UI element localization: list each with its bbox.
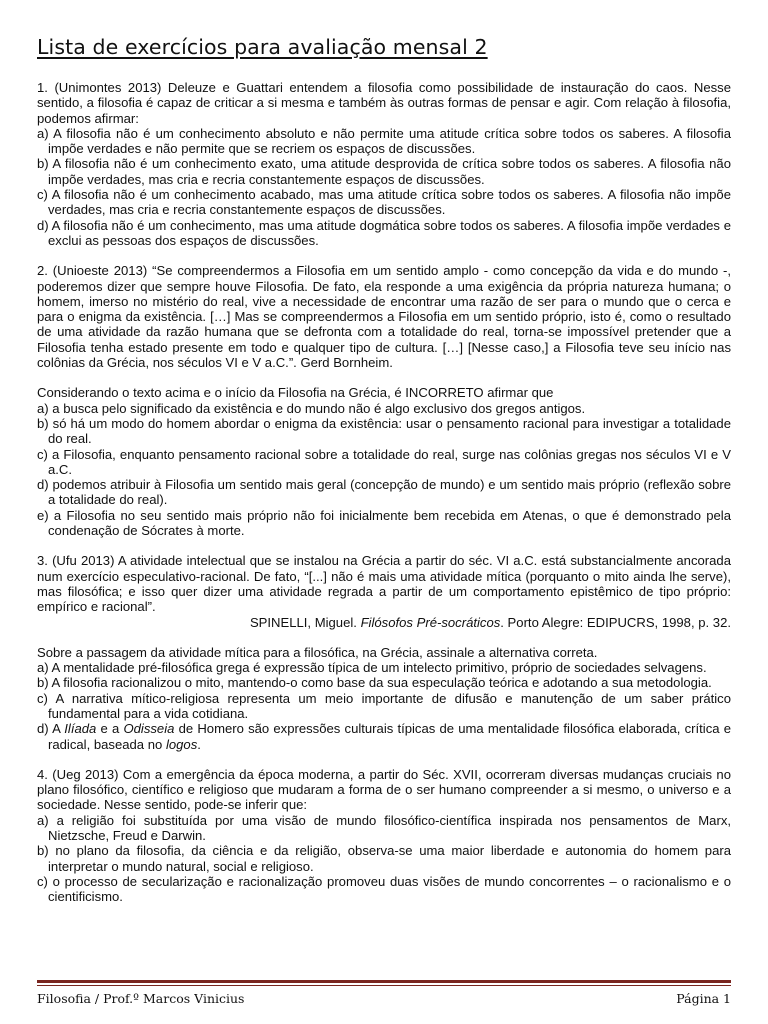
question-stem: 1. (Unimontes 2013) Deleuze e Guattari entendem a filosofia como possibilidade de instauração do caos. Nesse sentido, a filosofia é capaz de criticar a si mesma e também às outras formas de pensar e agir. Com relação à filosofia, podemos afirmar: — [37, 80, 731, 126]
option-c: c) o processo de secularização e racionalização promoveu duas visões de mundo concorrentes – o racionalismo e o cientificismo. — [37, 873, 731, 905]
question-3 — [37, 553, 731, 752]
option-d: d) A filosofia não é um conhecimento, mas uma atitude dogmática sobre todos os saberes. A filosofia impõe verdades e exclui as pessoas dos espaços de discussões. — [37, 217, 731, 248]
citation-author: SPINELLI, Miguel. — [249, 614, 361, 630]
option-a: a) A mentalidade pré-filosófica grega é expressão típica de um intelecto primitivo, próprio de sociedades selvagens. — [37, 660, 707, 676]
option-b: b) só há um modo do homem abordar o enigma da existência: usar o pensamento racional para investigar a totalidade do real. — [37, 415, 731, 447]
option-a: a) a religião foi substituída por uma visão de mundo filosófico-científica inspirada nos pensamentos de Marx, Nietzsche, Freud e Darwin. — [37, 812, 731, 844]
option-e: e) a Filosofia no seu sentido mais próprio não foi inicialmente bem recebida em Atenas, o que é demonstrado pela condenação de Sócrates à morte. — [37, 507, 731, 539]
footer-course: Filosofia / Prof.º Marcos Vinicius — [37, 991, 245, 1006]
option-a: a) a busca pelo significado da existência e do mundo não é algo exclusivo dos gregos antigos. — [37, 400, 586, 416]
option-b: b) A filosofia não é um conhecimento exato, uma atitude desprovida de crítica sobre todos os saberes. A filosofia não impõe verdades, mas cria e recria constantemente espaços de discussões. — [37, 156, 731, 187]
question-4 — [37, 767, 731, 905]
option-c: c) A narrativa mítico-religiosa representa um meio importante de difusão e manutenção de um saber prático fundamental para a vida cotidiana. — [37, 690, 731, 721]
citation — [37, 615, 731, 630]
citation-title: Filósofos Pré-socráticos — [360, 614, 501, 630]
footer-text — [37, 986, 731, 1006]
option-d-logos: logos — [165, 736, 198, 752]
option-b: b) A filosofia racionalizou o mito, mantendo-o como base da sua especulação teórica e adotando a sua metodologia. — [37, 675, 712, 691]
question-stem: 2. (Unioeste 2013) “Se compreendermos a Filosofia em um sentido amplo - como concepção da vida e do mundo -, poderemos dizer que sempre houve Filosofia. De fato, ela responde a uma exigência da própria natureza humana; o homem, imerso no mistério do real, vive a necessidade de encontrar uma razão de ser para o mundo que o cerca e para o enigma da existência. […] Mas se compreendermos a Filosofia em um sentido próprio, isto é, como o resultado de uma atividade da razão humana que se defronta com a totalidade do real, torna-se impossível pretender que a Filosofia tenha estado presente em todo e qualquer tipo de cultura. […] [Nesse caso,] a Filosofia teve seu início nas colônias da Grécia, nos séculos VI e V a.C.”. Gerd Bornheim. — [37, 263, 731, 371]
option-d-text: . — [197, 736, 201, 752]
page-footer — [37, 980, 731, 1006]
option-a: a) A filosofia não é um conhecimento absoluto e não permite uma atitude crítica sobre todos os saberes. A filosofia impõe verdades e não permite que se recriem os espaços de discussões. — [37, 125, 731, 157]
option-d-text: de Homero são expressões culturais típicas de uma mentalidade filosófica elaborada, crítica e radical, baseada no — [48, 721, 731, 752]
citation-rest: . Porto Alegre: EDIPUCRS, 1998, p. 32. — [500, 614, 731, 630]
option-c: c) A filosofia não é um conhecimento acabado, mas uma atitude crítica sobre todos os saberes. A filosofia não impõe verdades, mas cria e recria constantemente espaços de discussões. — [37, 187, 731, 218]
option-d — [37, 721, 731, 752]
option-d-text: e a — [96, 721, 124, 737]
question-2 — [37, 263, 731, 538]
question-prompt: Considerando o texto acima e o início da Filosofia na Grécia, é INCORRETO afirmar que — [37, 385, 554, 401]
option-b: b) no plano da filosofia, da ciência e da religião, observa-se uma maior liberdade e autonomia do homem para interpretar o mundo natural, social e religioso. — [37, 843, 731, 874]
option-c: c) a Filosofia, enquanto pensamento racional sobre a totalidade do real, surge nas colônias gregas nos séculos VI e V a.C. — [37, 446, 731, 477]
document-body — [37, 34, 731, 920]
option-d-iliada: Ilíada — [64, 721, 97, 737]
question-stem: 3. (Ufu 2013) A atividade intelectual que se instalou na Grécia a partir do séc. VI a.C. está substancialmente ancorada num exercício especulativo-racional. De fato, “[...] não é mais uma atividade mítica (porquanto o mito ainda lhe serve), mas filosófica; e isso quer dizer uma atividade regrada a partir de um comportamento epistêmico de tipo próprio: empírico e racional”. — [37, 553, 731, 615]
question-prompt: Sobre a passagem da atividade mítica para a filosófica, na Grécia, assinale a alternativa correta. — [37, 644, 598, 660]
question-stem: 4. (Ueg 2013) Com a emergência da época moderna, a partir do Séc. XVII, ocorreram diversas mudanças cruciais no plano filosófico, científico e religioso que mudaram a forma de o ser humano compreender a si mesmo, o universo e a sociedade. Nesse sentido, pode-se inferir que: — [37, 766, 731, 813]
page-title: Lista de exercícios para avaliação mensal 2 — [37, 35, 488, 59]
page-number: Página 1 — [676, 991, 731, 1006]
option-d: d) podemos atribuir à Filosofia um sentido mais geral (concepção de mundo) e um sentido mais próprio (reflexão sobre a totalidade do real). — [37, 477, 731, 508]
option-d-odisseia: Odisseia — [123, 721, 175, 737]
question-1 — [37, 80, 731, 248]
option-d-text: d) A — [37, 721, 65, 737]
